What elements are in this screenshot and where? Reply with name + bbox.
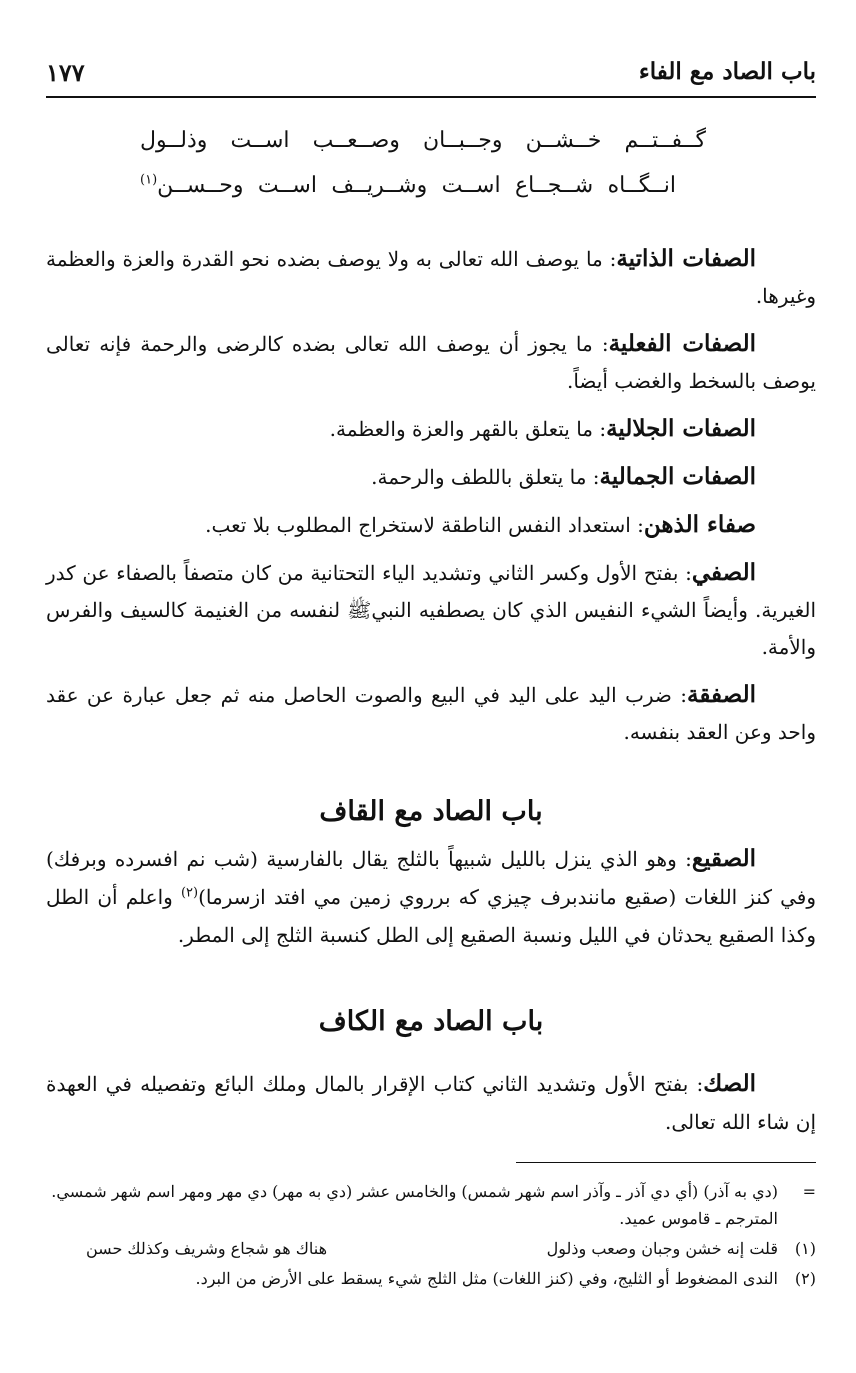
footnote-continued [46, 1178, 816, 1232]
entry-definition: : استعداد النفس الناطقة لاستخراج المطلوب بلا تعب. [205, 513, 644, 537]
section-kaf [46, 1006, 816, 1037]
poem-line-2 [140, 163, 676, 208]
entry-term: الصقيع [691, 845, 756, 872]
footnote-mark-1: (١) [140, 172, 158, 188]
entry-sifat-jamaliya [46, 458, 816, 496]
section-qaf [46, 796, 816, 827]
entries-qaf-section [46, 840, 816, 964]
entry-definition: : وهو الذي ينزل بالليل شبيهاً بالثلج يقال بالفارسية (شب نم افسرده وبرفك) وفي كنز اللغات (صقيع مانندبرف چيزي كه برروي زمين مي افتد ازسرما) [46, 847, 817, 909]
footnote-marker: (١) [794, 1239, 816, 1258]
entry-definition: : ضرب اليد على اليد في البيع والصوت الحاصل منه ثم جعل عبارة عن عقد واحد وعن العقد بنفسه. [46, 683, 816, 744]
entry-sifat-dhatiya [46, 240, 816, 315]
entry-definition: : ما يتعلق بالقهر والعزة والعظمة. [329, 417, 607, 441]
entry-definition: : ما يتعلق باللطف والرحمة. [371, 465, 600, 489]
persian-poem [140, 118, 706, 208]
entry-safqa [46, 676, 816, 751]
entry-term: الصفات الذاتية [616, 245, 756, 272]
footnote-mark-2: (٢) [180, 885, 199, 901]
poem-line-2-text: انــگــاه شــجــاع اســت وشــريــف اســت وحــســن [157, 173, 676, 198]
entry-term: صفاء الذهن [643, 511, 756, 538]
footnote-verse [46, 1235, 778, 1262]
page-number: ١٧٧ [46, 58, 85, 87]
entry-safi [46, 554, 816, 666]
entry-sifat-jalaliya [46, 410, 816, 448]
footnote-text: الندى المضغوط أو الثليج، وفي (كنز اللغات) مثل الثلج شيء يسقط على الأرض من البرد. [195, 1269, 778, 1288]
entries-kaf-section [46, 1065, 816, 1151]
page-header [46, 52, 816, 98]
footnote-2 [46, 1265, 816, 1292]
entry-definition-cont: واعلم أن الطل وكذا الصقيع يحدثان في الليل ونسبة الصقيع إلى الطل كنسبة الثلج إلى المطر. [46, 885, 816, 947]
entry-definition: : ما يجوز أن يوصف الله تعالى بضده كالرضى والرحمة فإنه تعالى يوصف بالسخط والغضب أيضاً. [46, 332, 816, 393]
entry-term: الصفات الجلالية [606, 415, 756, 442]
running-title: باب الصاد مع الفاء [638, 58, 816, 85]
footnote-text: (دي به آذر) (أي دي آذر ـ وآذر اسم شهر شمس) والخامس عشر (دي به مهر) دي مهر ومهر اسم شهر شمسي. المترجم ـ قاموس عميد. [51, 1182, 778, 1228]
footnote-verse-b: هناك هو شجاع وشريف وكذلك حسن [86, 1239, 328, 1258]
entries-fa-section [46, 240, 816, 761]
section-title-kaf: باب الصاد مع الكاف [318, 1006, 544, 1037]
entry-term: الصفي [691, 559, 756, 586]
section-title-qaf: باب الصاد مع القاف [319, 796, 543, 827]
entry-term: الصفات الجمالية [599, 463, 756, 490]
entry-sakk [46, 1065, 816, 1141]
entry-definition: : بفتح الأول وتشديد الثاني كتاب الإقرار بالمال وملك البائع وتفصيله في العهدة إن شاء الله تعالى. [46, 1072, 816, 1134]
entry-saqi [46, 840, 816, 954]
entry-term: الصفات الفعلية [608, 330, 756, 357]
poem-line-1: گــفــتــم خــشــن وجــبــان وصــعــب اســت وذلــول [140, 128, 706, 153]
footnotes [46, 1178, 816, 1295]
footnote-1 [46, 1235, 816, 1262]
footnote-verse-a: قلت إنه خشن وجبان وصعب وذلول [546, 1239, 778, 1258]
entry-sifat-filiya [46, 325, 816, 400]
footnote-separator [516, 1162, 816, 1163]
entry-definition: : ما يوصف الله تعالى به ولا يوصف بضده نحو القدرة والعزة والعظمة وغيرها. [46, 247, 816, 308]
entry-definition: : بفتح الأول وكسر الثاني وتشديد الياء التحتانية من كان متصفاً بالصفاء عن كدر الغيرية. وأيضاً الشيء النفيس الذي كان يصطفيه النبيﷺ لنفسه من الغنيمة كالسيف والفرس والأمة. [46, 561, 816, 659]
entry-term: الصك [703, 1070, 756, 1097]
entry-safa-dhihn [46, 506, 816, 544]
footnote-marker: (٢) [794, 1269, 816, 1288]
footnote-marker: = [802, 1182, 816, 1201]
entry-term: الصفقة [687, 681, 756, 708]
